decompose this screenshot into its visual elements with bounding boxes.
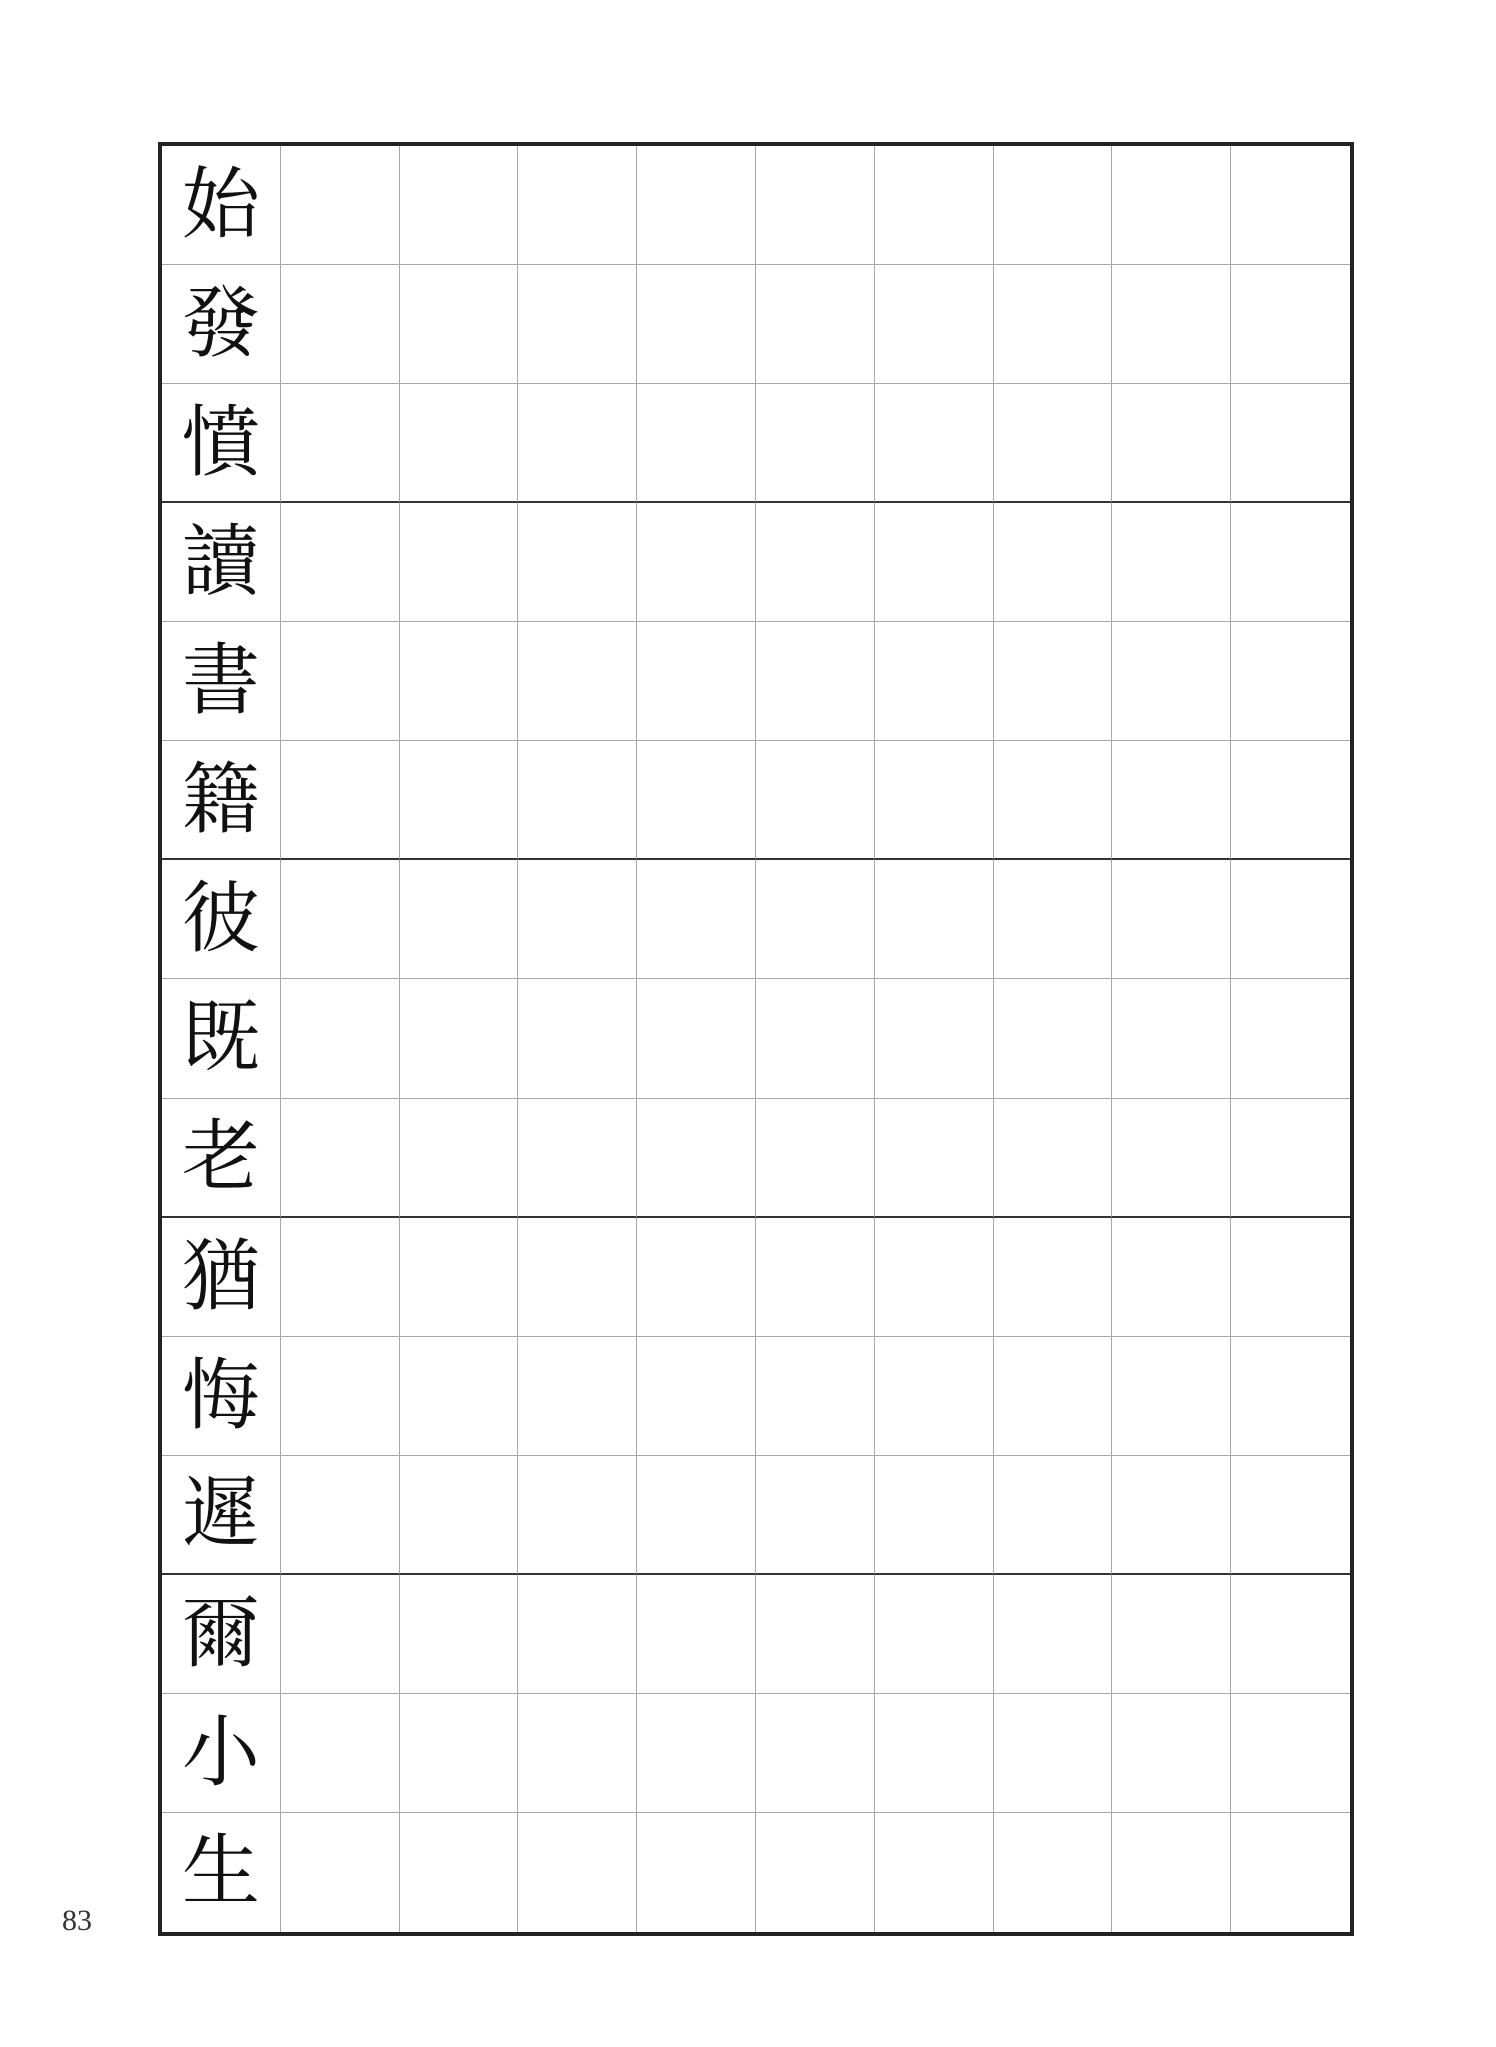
practice-cell: [1112, 1694, 1231, 1813]
model-character: 遲: [162, 1456, 281, 1575]
practice-cell: [756, 1218, 875, 1337]
practice-cell: [637, 1813, 756, 1932]
practice-cell: [875, 860, 994, 979]
model-character: 爾: [162, 1575, 281, 1694]
practice-cell: [637, 1694, 756, 1813]
practice-cell: [281, 1337, 400, 1456]
practice-cell: [281, 1694, 400, 1813]
practice-cell: [756, 979, 875, 1098]
practice-cell: [994, 384, 1113, 503]
practice-cell: [1231, 146, 1350, 265]
practice-cell: [1231, 265, 1350, 384]
practice-cell: [875, 1694, 994, 1813]
practice-cell: [281, 1575, 400, 1694]
practice-cell: [400, 979, 519, 1098]
practice-cell: [281, 384, 400, 503]
model-character: 猶: [162, 1218, 281, 1337]
model-character: 憤: [162, 384, 281, 503]
model-character: 老: [162, 1099, 281, 1218]
practice-cell: [637, 1099, 756, 1218]
practice-cell: [994, 146, 1113, 265]
practice-cell: [400, 1456, 519, 1575]
practice-cell: [1112, 146, 1231, 265]
practice-cell: [1112, 265, 1231, 384]
practice-cell: [400, 1575, 519, 1694]
practice-cell: [875, 741, 994, 860]
practice-cell: [518, 1099, 637, 1218]
practice-cell: [637, 503, 756, 622]
practice-cell: [994, 1575, 1113, 1694]
practice-cell: [994, 1218, 1113, 1337]
practice-cell: [400, 146, 519, 265]
practice-cell: [637, 860, 756, 979]
model-character: 彼: [162, 860, 281, 979]
practice-cell: [637, 1218, 756, 1337]
practice-cell: [994, 265, 1113, 384]
practice-cell: [994, 503, 1113, 622]
practice-cell: [1112, 1575, 1231, 1694]
practice-cell: [1231, 979, 1350, 1098]
practice-cell: [1112, 384, 1231, 503]
practice-cell: [1112, 1218, 1231, 1337]
practice-cell: [1112, 741, 1231, 860]
practice-cell: [875, 1337, 994, 1456]
practice-cell: [281, 1099, 400, 1218]
practice-cell: [1231, 1456, 1350, 1575]
practice-cell: [400, 622, 519, 741]
practice-cell: [1112, 1456, 1231, 1575]
practice-cell: [875, 503, 994, 622]
model-character: 籍: [162, 741, 281, 860]
practice-cell: [875, 1099, 994, 1218]
model-character: 既: [162, 979, 281, 1098]
practice-cell: [1231, 1337, 1350, 1456]
practice-cell: [875, 1575, 994, 1694]
practice-cell: [518, 1456, 637, 1575]
practice-cell: [518, 146, 637, 265]
practice-cell: [281, 860, 400, 979]
practice-cell: [1231, 1099, 1350, 1218]
model-character: 發: [162, 265, 281, 384]
practice-cell: [994, 741, 1113, 860]
practice-cell: [281, 1218, 400, 1337]
practice-cell: [1231, 1694, 1350, 1813]
practice-cell: [1112, 979, 1231, 1098]
practice-cell: [518, 1575, 637, 1694]
practice-cell: [756, 860, 875, 979]
practice-cell: [281, 503, 400, 622]
practice-cell: [875, 265, 994, 384]
practice-cell: [400, 503, 519, 622]
practice-cell: [1112, 1813, 1231, 1932]
practice-cell: [518, 622, 637, 741]
practice-cell: [756, 384, 875, 503]
practice-cell: [875, 1218, 994, 1337]
practice-cell: [518, 1337, 637, 1456]
practice-cell: [281, 146, 400, 265]
practice-cell: [994, 1813, 1113, 1932]
practice-cell: [400, 1694, 519, 1813]
practice-cell: [994, 1099, 1113, 1218]
page-number: 83: [62, 1904, 92, 1937]
model-character: 讀: [162, 503, 281, 622]
practice-cell: [875, 1813, 994, 1932]
practice-cell: [875, 979, 994, 1098]
practice-cell: [756, 1813, 875, 1932]
practice-cell: [1112, 860, 1231, 979]
practice-cell: [637, 384, 756, 503]
practice-cell: [1112, 622, 1231, 741]
model-character: 悔: [162, 1337, 281, 1456]
practice-cell: [1112, 1337, 1231, 1456]
practice-cell: [518, 384, 637, 503]
practice-cell: [281, 741, 400, 860]
practice-cell: [1231, 622, 1350, 741]
practice-cell: [518, 1813, 637, 1932]
practice-cell: [518, 265, 637, 384]
practice-cell: [994, 622, 1113, 741]
practice-cell: [994, 1337, 1113, 1456]
practice-cell: [1231, 1813, 1350, 1932]
practice-cell: [1112, 1099, 1231, 1218]
practice-cell: [400, 1813, 519, 1932]
practice-cell: [518, 1218, 637, 1337]
practice-cell: [875, 146, 994, 265]
practice-cell: [637, 979, 756, 1098]
practice-cell: [875, 1456, 994, 1575]
model-character: 書: [162, 622, 281, 741]
practice-cell: [756, 1575, 875, 1694]
practice-cell: [756, 741, 875, 860]
practice-cell: [518, 741, 637, 860]
practice-grid: [158, 142, 1354, 1936]
practice-cell: [875, 384, 994, 503]
practice-cell: [281, 979, 400, 1098]
practice-cell: [756, 265, 875, 384]
practice-cell: [994, 860, 1113, 979]
practice-cell: [400, 1099, 519, 1218]
practice-cell: [1231, 860, 1350, 979]
model-character: 生: [162, 1813, 281, 1932]
practice-cell: [400, 860, 519, 979]
practice-cell: [756, 1099, 875, 1218]
practice-cell: [756, 146, 875, 265]
practice-cell: [637, 1456, 756, 1575]
practice-cell: [518, 860, 637, 979]
practice-cell: [518, 503, 637, 622]
practice-cell: [518, 1694, 637, 1813]
practice-cell: [281, 265, 400, 384]
practice-cell: [1231, 503, 1350, 622]
practice-cell: [400, 265, 519, 384]
practice-cell: [400, 384, 519, 503]
practice-cell: [637, 265, 756, 384]
practice-cell: [994, 979, 1113, 1098]
practice-cell: [756, 622, 875, 741]
practice-cell: [637, 146, 756, 265]
practice-cell: [994, 1456, 1113, 1575]
practice-cell: [1231, 741, 1350, 860]
practice-cell: [637, 622, 756, 741]
model-character: 始: [162, 146, 281, 265]
practice-cell: [281, 1813, 400, 1932]
model-character: 小: [162, 1694, 281, 1813]
practice-cell: [637, 1337, 756, 1456]
practice-cell: [756, 503, 875, 622]
practice-cell: [875, 622, 994, 741]
practice-cell: [400, 1337, 519, 1456]
practice-cell: [994, 1694, 1113, 1813]
practice-cell: [281, 622, 400, 741]
practice-cell: [400, 741, 519, 860]
practice-cell: [637, 741, 756, 860]
practice-cell: [756, 1337, 875, 1456]
practice-cell: [1231, 384, 1350, 503]
practice-cell: [1112, 503, 1231, 622]
practice-cell: [756, 1694, 875, 1813]
practice-cell: [1231, 1218, 1350, 1337]
practice-cell: [756, 1456, 875, 1575]
practice-cell: [1231, 1575, 1350, 1694]
practice-cell: [518, 979, 637, 1098]
practice-cell: [281, 1456, 400, 1575]
practice-cell: [637, 1575, 756, 1694]
practice-cell: [400, 1218, 519, 1337]
